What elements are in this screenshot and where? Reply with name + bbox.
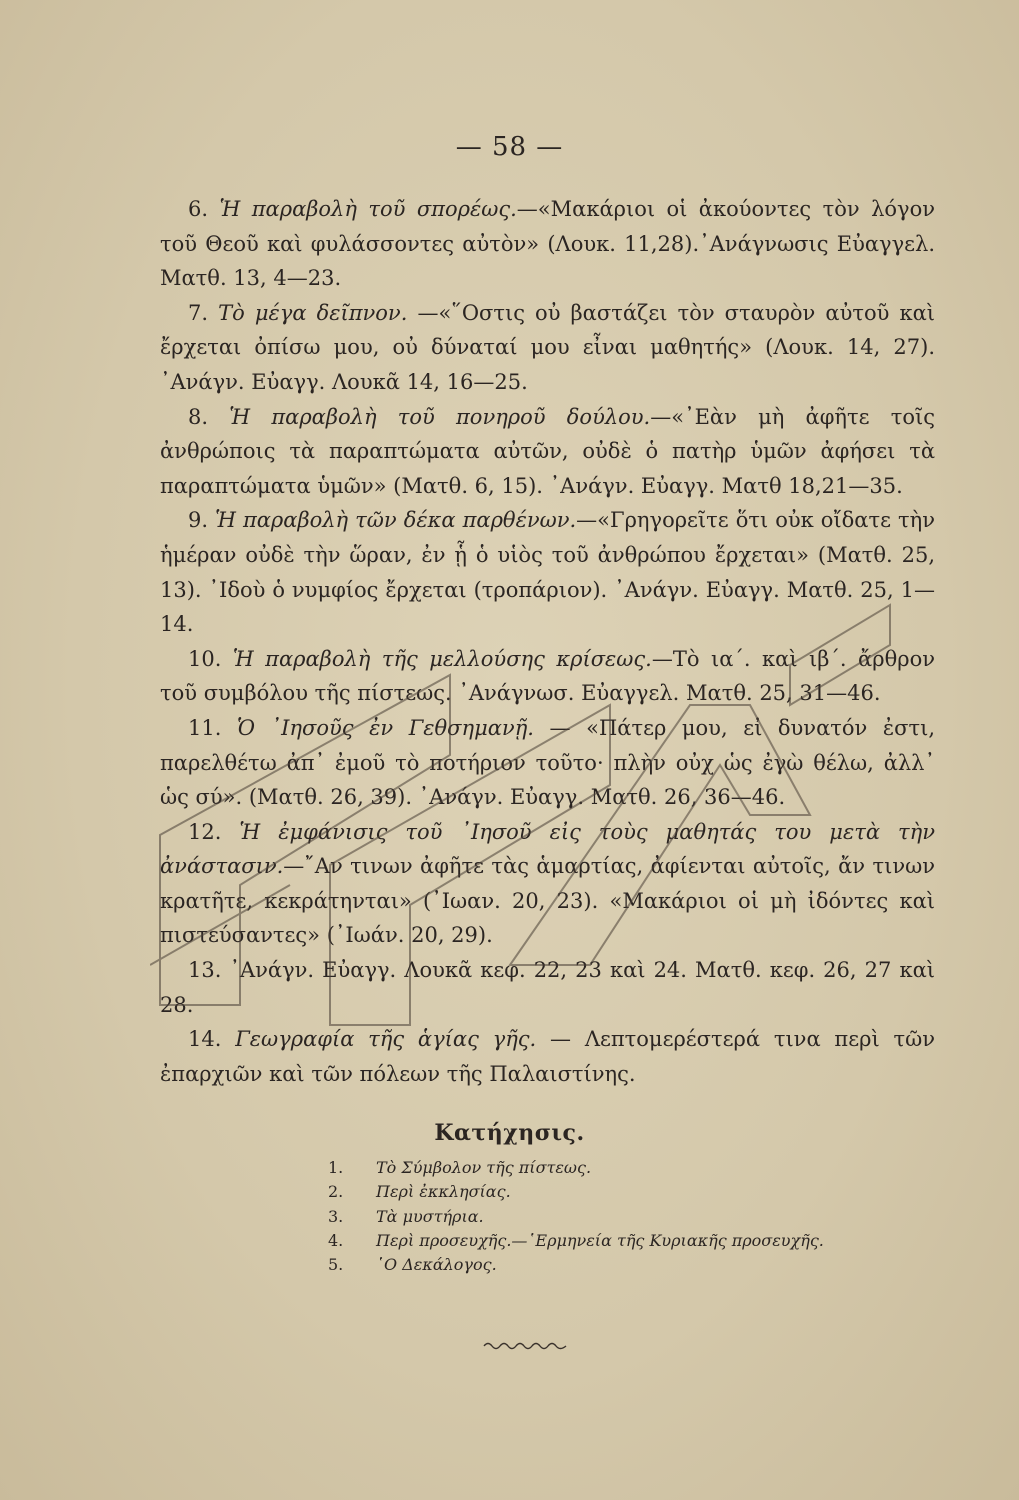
lesson-paragraph <box>160 1022 935 1091</box>
lesson-number: 13. <box>188 958 222 983</box>
lesson-text: —῎Αν τινων ἀφῆτε τὰς ἁμαρτίας, ἀφίενται αὐτοῖς, ἄν τινων κρατῆτε, κεκράτηνται» (᾿Ιωαν. 20, 23). «Μακάριοι οἱ μὴ ἰδόντες καὶ πιστεύσαντες» (᾿Ιωάν. 20, 29). <box>160 854 935 948</box>
page-number: — 58 — <box>455 132 564 162</box>
item-text: Τὰ μυστήρια. <box>376 1206 484 1226</box>
lesson-paragraph <box>160 296 935 400</box>
lesson-title: Γεωγραφία τῆς ἁγίας γῆς. <box>235 1027 537 1052</box>
lesson-number: 10. <box>188 646 222 671</box>
lesson-list <box>160 192 935 1091</box>
section-heading: Κατήχησις. <box>434 1120 585 1146</box>
lesson-text: — Λεπτομερέστερά τινα περὶ τῶν ἐπαρχιῶν καὶ τῶν πόλεων τῆς Παλαιστίνης. <box>160 1027 935 1086</box>
lesson-number: 6. <box>188 197 209 221</box>
list-item <box>328 1253 928 1277</box>
lesson-number: 11. <box>188 715 222 740</box>
lesson-paragraph <box>160 711 935 815</box>
lesson-text: —«Μακάριοι οἱ ἀκούοντες τὸν λόγον τοῦ Θεοῦ καὶ φυλάσσοντες αὐτὸν» (Λουκ. 11,28).᾿Ανάγνωσις Εὐαγγελ. Ματθ. 13, 4—23. <box>160 197 935 291</box>
lesson-paragraph <box>160 815 935 953</box>
lesson-paragraph <box>160 192 935 296</box>
lesson-title: Ἡ παραβολὴ τοῦ σπορέως. <box>219 197 517 221</box>
item-number: 1. <box>328 1158 344 1177</box>
lesson-paragraph <box>160 953 935 1022</box>
lesson-paragraph <box>160 503 935 641</box>
item-number: 5. <box>328 1255 344 1275</box>
lesson-title: Ἡ παραβολὴ τῶν δέκα παρθένων. <box>215 508 577 533</box>
lesson-number: 8. <box>188 404 209 429</box>
lesson-paragraph <box>160 400 935 504</box>
lesson-text: —«῞Οστις οὐ βαστάζει τὸν σταυρὸν αὐτοῦ καὶ ἔρχεται ὀπίσω μου, οὐ δύναταί μου εἶναι μαθητής» (Λουκ. 14, 27). ᾿Ανάγν. Εὐαγγ. Λουκᾶ 14, 16—25. <box>160 300 935 394</box>
list-item <box>328 1205 928 1229</box>
lesson-title: Τὸ μέγα δεῖπνον. <box>218 300 408 325</box>
catechism-list <box>328 1156 928 1277</box>
item-text: ῾Ο Δεκάλογος. <box>376 1255 497 1275</box>
list-item <box>328 1156 928 1180</box>
lesson-number: 7. <box>188 300 209 325</box>
item-text: Περὶ ἐκκλησίας. <box>376 1182 511 1202</box>
lesson-title: Ἡ παραβολὴ τοῦ πονηροῦ δούλου. <box>229 404 651 429</box>
lesson-number: 14. <box>188 1027 222 1052</box>
list-item <box>328 1180 928 1204</box>
ornament-divider-icon <box>482 1338 568 1352</box>
item-number: 3. <box>328 1206 344 1226</box>
lesson-title: Ἡ ἐμφάνισις τοῦ ᾿Ιησοῦ εἰς τοὺς μαθητάς του μετὰ τὴν ἀνάστασιν. <box>160 819 935 879</box>
lesson-number: 9. <box>188 508 209 533</box>
lesson-title: Ἡ παραβολὴ τῆς μελλούσης κρίσεως. <box>232 646 652 671</box>
item-text: Τὸ Σύμβολον τῆς πίστεως. <box>376 1158 592 1177</box>
lesson-text: —«᾿Εὰν μὴ ἀφῆτε τοῖς ἀνθρώποις τὰ παραπτώματα αὐτῶν, οὐδὲ ὁ πατὴρ ὑμῶν ἀφήσει τὰ παραπτώματα ὑμῶν» (Ματθ. 6, 15). ᾿Ανάγν. Εὐαγγ. Ματθ 18,21—35. <box>160 404 935 498</box>
lesson-paragraph <box>160 642 935 711</box>
lesson-number: 12. <box>188 819 222 844</box>
item-text: Περὶ προσευχῆς.—῾Ερμηνεία τῆς Κυριακῆς προσευχῆς. <box>376 1230 824 1250</box>
item-number: 2. <box>328 1182 344 1202</box>
lesson-title: Ὁ ᾿Ιησοῦς ἐν Γεθσημανῇ. <box>237 715 534 740</box>
lesson-text: ᾿Ανάγν. Εὐαγγ. Λουκᾶ κεφ. 22, 23 καὶ 24. Ματθ. κεφ. 26, 27 καὶ 28. <box>160 958 935 1017</box>
item-number: 4. <box>328 1230 344 1250</box>
lesson-text: — «Πάτερ μου, εἰ δυνατόν ἐστι, παρελθέτω ἀπ᾿ ἐμοῦ τὸ ποτήριον τοῦτο· πλὴν οὐχ ὡς ἐγὼ θέλω, ἀλλ᾿ ὡς σύ». (Ματθ. 26, 39). ᾿Ανάγν. Εὐαγγ. Ματθ. 26, 36—46. <box>160 715 935 810</box>
lesson-text: —«Γρηγορεῖτε ὅτι οὐκ οἴδατε τὴν ἡμέραν οὐδὲ τὴν ὥραν, ἐν ᾗ ὁ υἱὸς τοῦ ἀνθρώπου ἔρχεται» (Ματθ. 25, 13). ᾿Ιδοὺ ὁ νυμφίος ἔρχεται (τροπάριον). ᾿Ανάγν. Εὐαγγ. Ματθ. 25, 1—14. <box>160 508 935 637</box>
lesson-text: —Τὸ ια΄. καὶ ιβ΄. ἄρθρον τοῦ συμβόλου τῆς πίστεως. ᾿Ανάγνωσ. Εὐαγγελ. Ματθ. 25, 31—46. <box>160 646 935 706</box>
list-item <box>328 1229 928 1253</box>
